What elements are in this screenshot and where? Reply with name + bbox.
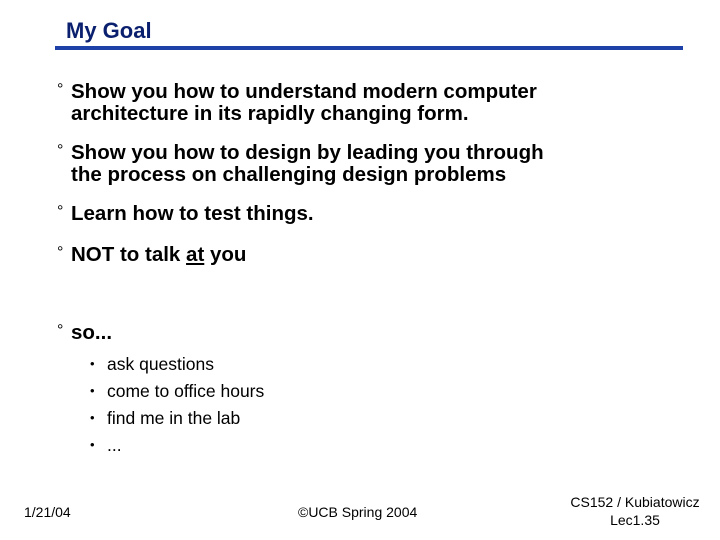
footer-course-line: CS152 / Kubiatowicz — [570, 494, 700, 510]
sub-bullet-label: find me in the lab — [107, 408, 241, 428]
bullet-text — [71, 322, 112, 344]
dot-bullet-icon: • — [90, 410, 95, 425]
dot-bullet-icon: • — [90, 437, 95, 452]
degree-bullet-icon: ° — [57, 142, 64, 159]
bullet-text-after: you — [204, 243, 247, 266]
bullet-text-before: NOT to talk — [71, 243, 187, 266]
bullet-line: architecture in its rapidly changing form. — [71, 102, 469, 125]
footer-date: 1/21/04 — [24, 504, 71, 520]
slide-title: My Goal — [66, 18, 152, 43]
sub-bullet-label: come to office hours — [107, 381, 265, 401]
bullet-line: Show you how to understand modern computer — [71, 80, 537, 103]
sub-bullet-label: ask questions — [107, 354, 215, 374]
degree-bullet-icon: ° — [57, 322, 64, 339]
bullet-line: the process on challenging design problems — [71, 163, 507, 186]
title-rule — [55, 46, 683, 50]
degree-bullet-icon: ° — [57, 244, 64, 261]
footer-course-info — [560, 493, 710, 529]
bullet-text — [71, 142, 544, 186]
degree-bullet-icon: ° — [57, 81, 64, 98]
degree-bullet-icon: ° — [57, 203, 64, 220]
bullet-text — [71, 203, 314, 225]
dot-bullet-icon: • — [90, 383, 95, 398]
bullet-text — [71, 81, 537, 125]
bullet-text — [71, 244, 246, 266]
footer-copyright: ©UCB Spring 2004 — [298, 504, 418, 520]
bullet-line: Show you how to design by leading you through — [71, 141, 544, 164]
dot-bullet-icon: • — [90, 356, 95, 371]
sub-bullet-label: ... — [107, 435, 122, 455]
bullet-text-emphasis: at — [186, 243, 205, 266]
bullet-line: Learn how to test things. — [71, 202, 314, 225]
footer-lecture-number: Lec1.35 — [610, 512, 660, 528]
bullet-line: so... — [71, 321, 113, 344]
